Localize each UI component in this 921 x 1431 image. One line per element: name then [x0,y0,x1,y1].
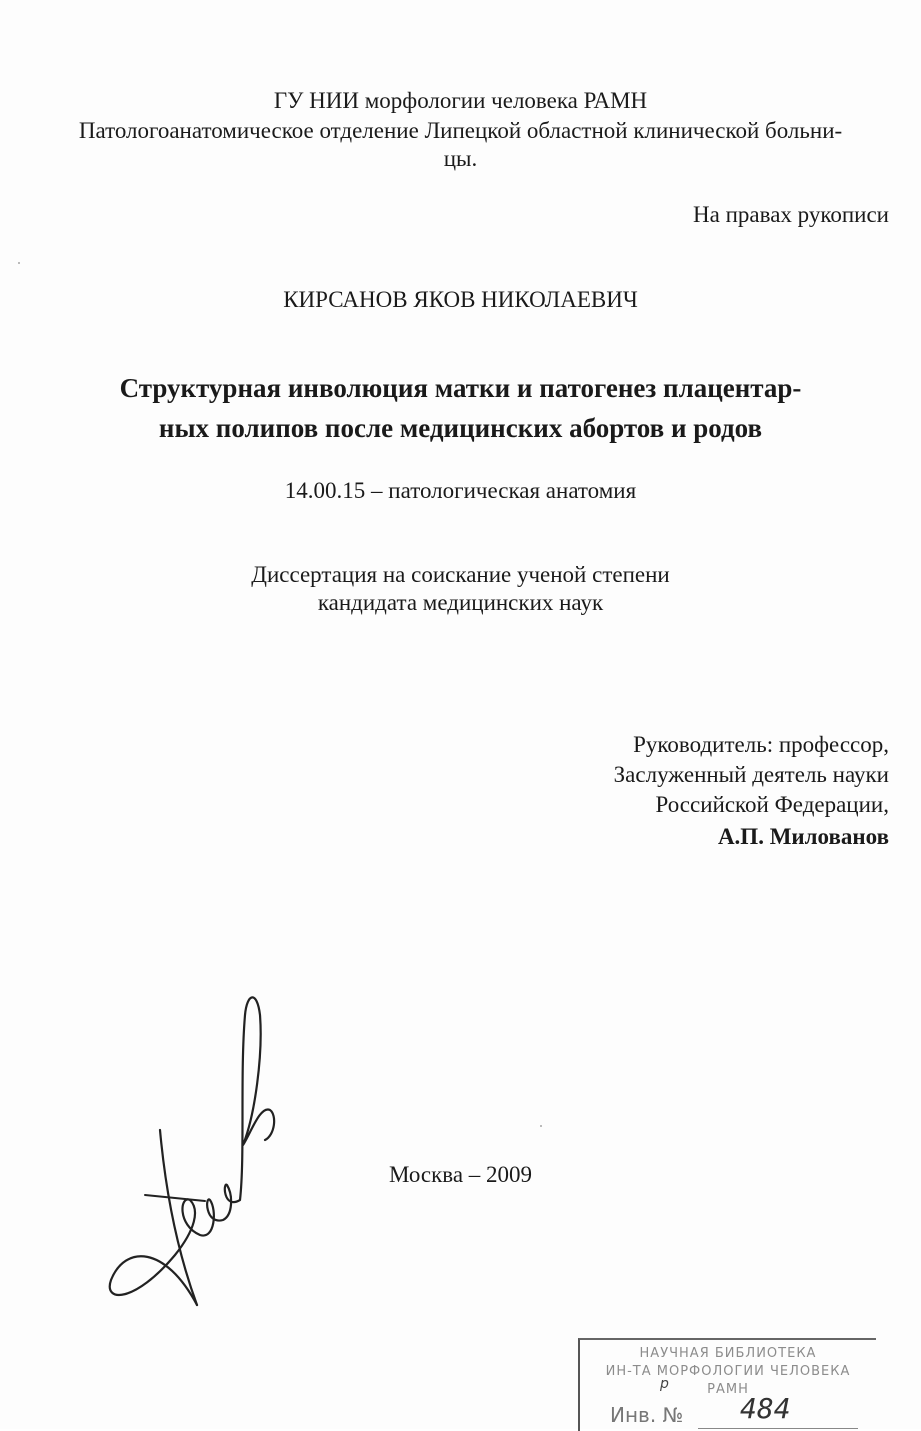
place-and-year: Москва – 2009 [388,1162,533,1187]
scan-speck [540,1125,542,1127]
stamp-handwritten-mark: р [660,1376,669,1392]
institution-line-3: цы. [443,146,478,171]
supervisor-line-3: Российской Федерации, [655,792,889,817]
degree-line-1: Диссертация на соискание ученой степени [251,562,670,587]
institution-line-1: ГУ НИИ морфологии человека РАМН [273,88,648,113]
institution-line-2: Патологоанатомическое отделение Липецкой областной клинической больни- [78,118,843,143]
inventory-label: Инв. № [610,1403,684,1427]
rights-note: На правах рукописи [693,202,889,227]
dissertation-title-line-1: Структурная инволюция матки и патогенез плацентар- [119,373,802,403]
stamp-line-1: НАУЧНАЯ БИБЛИОТЕКА [639,1346,817,1361]
specialty-code: 14.00.15 – патологическая анатомия [284,478,637,503]
degree-line-2: кандидата медицинских наук [317,590,604,615]
stamp-line-3: РАМН [707,1382,749,1397]
supervisor-line-2: Заслуженный деятель науки [613,762,889,787]
handwritten-signature [105,985,305,1315]
dissertation-title-line-2: ных полипов после медицинских абортов и родов [158,413,763,443]
stamp-line-2: ИН-ТА МОРФОЛОГИИ ЧЕЛОВЕКА [605,1364,851,1379]
library-stamp [578,1338,876,1431]
supervisor-name: А.П. Милованов [717,824,889,849]
supervisor-line-1: Руководитель: профессор, [633,732,889,757]
author-name: КИРСАНОВ ЯКОВ НИКОЛАЕВИЧ [283,287,638,312]
scan-speck [18,262,20,264]
inventory-number: 484 [740,1392,791,1425]
